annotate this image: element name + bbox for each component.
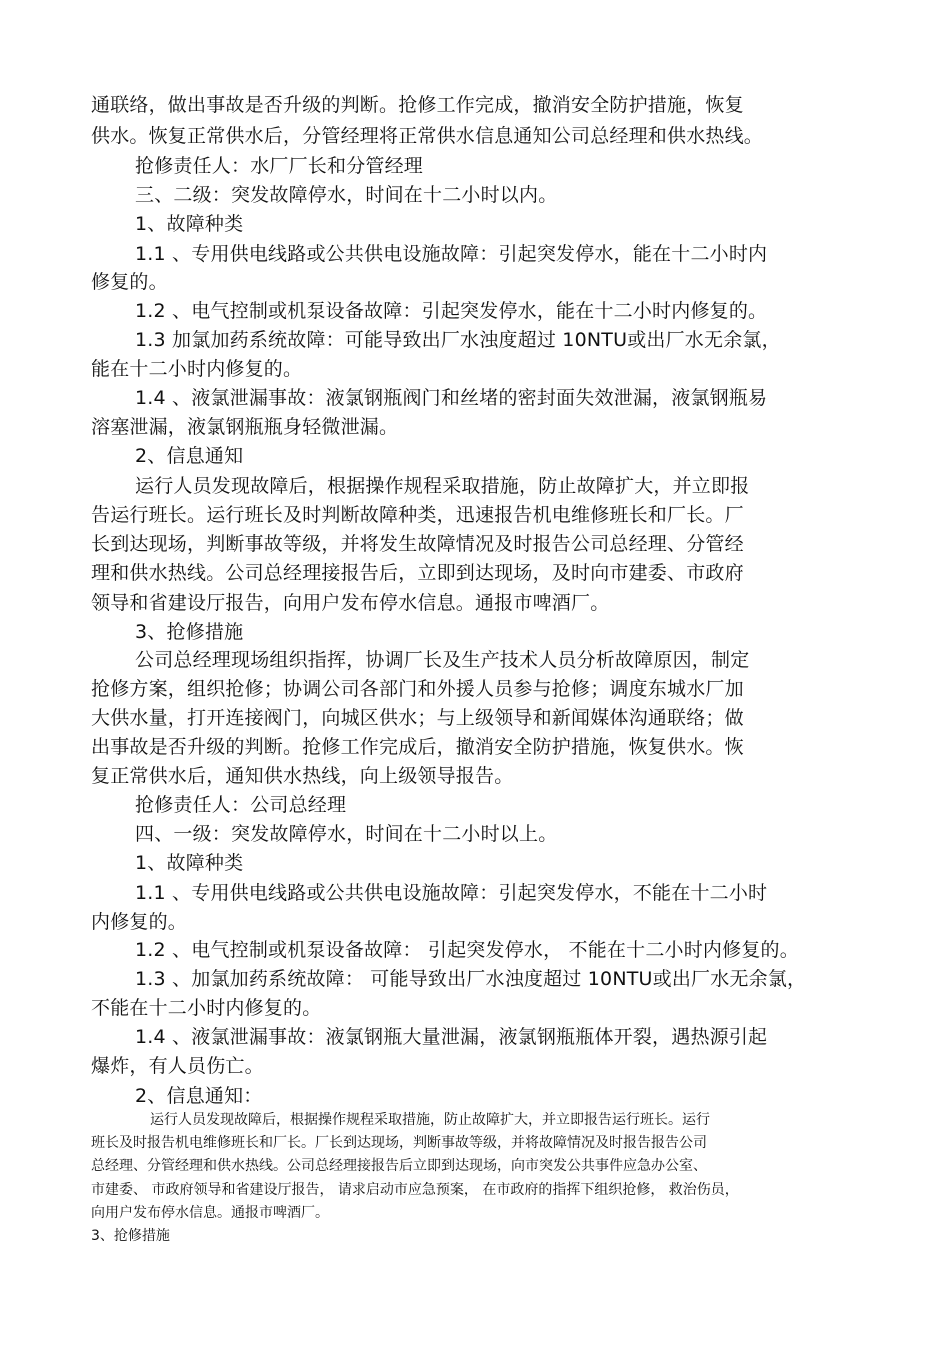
body-line: 1.2 、电气控制或机泵设备故障： 引起突发停水， 不能在十二小时内修复的。	[135, 939, 799, 961]
subsection-heading: 1、故障种类	[135, 852, 244, 874]
body-line: 通联络，做出事故是否升级的判断。抢修工作完成，撤消安全防护措施，恢复	[91, 94, 744, 116]
small-body-line: 向用户发布停水信息。通报市啤酒厂。	[91, 1205, 329, 1221]
responsible-person-line: 抢修责任人：水厂厂长和分管经理	[135, 155, 424, 177]
subsection-heading: 3、抢修措施	[135, 621, 244, 643]
subsection-heading: 1、故障种类	[135, 213, 244, 235]
body-line: 复正常供水后，通知供水热线，向上级领导报告。	[91, 765, 514, 787]
body-line: 1.1 、专用供电线路或公共供电设施故障：引起突发停水，不能在十二小时	[135, 882, 768, 904]
small-body-line: 市建委、 市政府领导和省建设厅报告， 请求启动市应急预案， 在市政府的指挥下组织抢修， 救治伤员，	[91, 1182, 739, 1198]
body-line: 1.2 、电气控制或机泵设备故障：引起突发停水，能在十二小时内修复的。	[135, 300, 768, 322]
body-line: 领导和省建设厅报告，向用户发布停水信息。通报市啤酒厂。	[91, 592, 610, 614]
body-line: 爆炸，有人员伤亡。	[91, 1055, 264, 1077]
section-heading: 三、二级：突发故障停水，时间在十二小时以内。	[135, 184, 558, 206]
body-line: 能在十二小时内修复的。	[91, 358, 303, 380]
body-line: 公司总经理现场组织指挥，协调厂长及生产技术人员分析故障原因，制定	[135, 649, 750, 671]
body-line: 理和供水热线。公司总经理接报告后，立即到达现场，及时向市建委、市政府	[91, 562, 744, 584]
body-line: 告运行班长。运行班长及时判断故障种类，迅速报告机电维修班长和厂长。厂	[91, 504, 744, 526]
body-line: 出事故是否升级的判断。抢修工作完成后，撤消安全防护措施，恢复供水。恢	[91, 736, 744, 758]
body-line: 溶塞泄漏，液氯钢瓶瓶身轻微泄漏。	[91, 416, 399, 438]
body-line: 1.4 、液氯泄漏事故：液氯钢瓶大量泄漏，液氯钢瓶瓶体开裂，遇热源引起	[135, 1026, 768, 1048]
body-line: 1.4 、液氯泄漏事故：液氯钢瓶阀门和丝堵的密封面失效泄漏，液氯钢瓶易	[135, 387, 768, 409]
body-line: 长到达现场，判断事故等级，并将发生故障情况及时报告公司总经理、分管经	[91, 533, 744, 555]
small-body-line: 运行人员发现故障后，根据操作规程采取措施，防止故障扩大，并立即报告运行班长。运行	[150, 1112, 710, 1128]
body-line: 1.1 、专用供电线路或公共供电设施故障：引起突发停水，能在十二小时内	[135, 243, 768, 265]
body-line: 1.3 加氯加药系统故障：可能导致出厂水浊度超过 10NTU或出厂水无余氯，	[135, 329, 781, 351]
body-line: 修复的。	[91, 271, 168, 293]
subsection-heading: 2、信息通知：	[135, 1085, 263, 1107]
body-line: 内修复的。	[91, 911, 188, 933]
small-body-line: 班长及时报告机电维修班长和厂长。厂长到达现场，判断事故等级，并将故障情况及时报告报告公司	[91, 1135, 707, 1151]
body-line: 供水。恢复正常供水后，分管经理将正常供水信息通知公司总经理和供水热线。	[91, 125, 764, 147]
body-line: 大供水量，打开连接阀门，向城区供水；与上级领导和新闻媒体沟通联络；做	[91, 707, 744, 729]
section-heading: 四、一级：突发故障停水，时间在十二小时以上。	[135, 823, 558, 845]
small-subsection-heading: 3、抢修措施	[91, 1228, 170, 1244]
body-line: 运行人员发现故障后，根据操作规程采取措施，防止故障扩大，并立即报	[135, 475, 750, 497]
body-line: 抢修方案，组织抢修；协调公司各部门和外援人员参与抢修；调度东城水厂加	[91, 678, 744, 700]
responsible-person-line: 抢修责任人：公司总经理	[135, 794, 347, 816]
subsection-heading: 2、信息通知	[135, 445, 244, 467]
small-body-line: 总经理、分管经理和供水热线。公司总经理接报告后立即到达现场，向市突发公共事件应急办公室、	[91, 1158, 707, 1174]
body-line: 不能在十二小时内修复的。	[91, 997, 322, 1019]
body-line: 1.3 、加氯加药系统故障： 可能导致出厂水浊度超过 10NTU或出厂水无余氯，	[135, 968, 807, 990]
